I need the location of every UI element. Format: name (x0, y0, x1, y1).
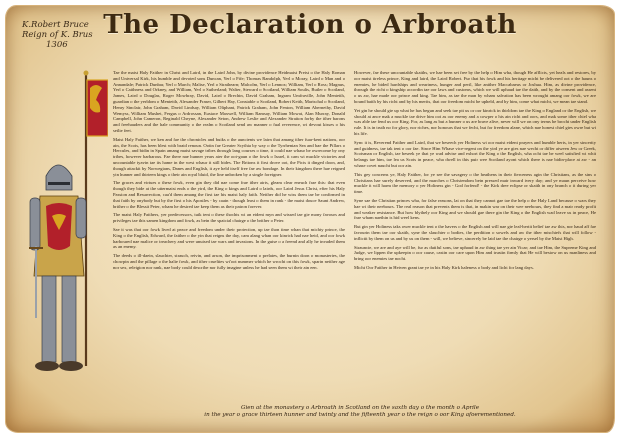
paragraph: Yet gin he should gie up what he has begun and seek tae pit us or oor kinrick in thirldom tae the King o England or the English, we should at ance mak a muckle tae drive him oot as oor enemy and a cowper o his ain richt and oors, and mak some ither chiel wha was able tae fend us oor King. For, as lang as but a hunner o us are brave alive, never will we on ony terms be brocht under English rule. It is in truth no for glory, nor riches, nor honours that we fecht, but for freedom alane, which nae honest chiel gies owre but wi his life. (354, 107, 596, 136)
document-footer (120, 405, 600, 419)
document-title: The Declaration o Arbroath (103, 10, 517, 40)
paragraph: Syne sae the Christian princes wha, for false reasons, lat on that they cannot gae tae the help o the Haly Land because o wars they hae wi their neebours. The real reason that prevents them is that, in makin war on their wee neebours, they find a mair ready profit and weaker resistance. But how blythely oor King and we should gae there gin the King o the English wad leave us in peace, He frae wham naethin is hid weel kens. (354, 197, 596, 221)
right-text-column (354, 70, 596, 274)
paragraph: However, fae these uncountable skaiths, we hae been set free by the help o Him wha, though He afflicts, yet heals and restores, by oor maist tireless prince, King and laird, the Laird Robert. Fur that his fowk and his heritage micht be delivered oot o the hauns o enemies, he bided hardships and weariness, hunger and peril, like anither Maccabaeus or Joshua. Him, as divine providence, through the richt o kingship accordin tae oor laws and customs, which we will uphaud tae the daith, and by the consent and assent o us aw, hae made oor prince and king. Tae him, as tae the man by wham salvation has been wrought amang oor fowk, we are bound baith by his richt and by his merits, that oor freedom micht be upheld, and by him, come what micht, we mean tae stand. (354, 70, 596, 104)
paragraph: Maist Haly Faither, we ken and fae the chronicles and buiks o the auncients we lairn that amang ither fuar-kent nations, oor ain, the Scots, has been blest with braid renoun. Ootin fae Greater Scythia by way o the Tyrrhenian Sea and bae the Pillars o Hercules, and bidin in Spain amang maist savage tribes through lang courses o time, it could nae whaur be owrecome by ony tribes, however barbarous. Fae there nae hunner years ater the oot-gaun o the fowk o Israel, it cam wi muckle victories and uncountable tyavin tae its hame in the west whaur it still bides. The Britons it first drove oot, the Picts it dinged doon, and, though attackit by Norwegians, Danes and English, it aye held itself free fae aw bondage. In their kingdom there hae reigned yin hunner and thirteen kings o their ain royal bluid, the line unbroken by a single foreigner. (113, 136, 345, 177)
paragraph: The deeds o ill-daein, slauchter, strauch, reivin, and arson, the imprisonment o prelates, the burnin doon o monasteries, the chowpin and the pillage o the halie fowk, and ither cruelties wi'oot nummer which he wrocht on this fowk, sparin neither age nor sex, releigion nor rank, nae body could describe nor fully imagine unless he had seen them wi their ain een. (113, 253, 345, 270)
paragraph: This gey concerns ye, Haly Faither, for ye see the savagery o the heathens in their fierceness agin the Christians, as the sins o Christians hae surely deserved, and the marches o Christendom bein pressed mair inward ivery day; and ye maun perceive how muckle it will harm the memory o yer Holiness gin - God forfend! - the Kirk dree eclipse or skaith in ony branch o it during yer time. (354, 171, 596, 195)
handwritten-line: K.Robert Bruce (22, 20, 89, 30)
paragraph: Sync it is, Reverend Faither and Laird, that we beseech yer Holiness wi oor maist eident prayers and humble herts, in yer sincerity and guidness, tae tak tent o oor fae. Since Him Whase vice-regent on the yird ye are gies nae wecht or differ atween Jew or Greek, Scotsman or English, tae beseek ye that ye wad advise and exhort the King o the English, wha ocht tae be weel satisfied wi whit belangs tae him, tae lea us Scots in peace, wha dwell in this puir wee Scotland ayont which there is nae bidin-place at aw - an whase covet naucht but oor ain. (354, 139, 596, 168)
paragraph: The graces and virtues o these fowk, even gin they did nae come frae ither airts, gleam clear eneuch frae this: that even though they bide at the uttermaist ends o the yird, the King o kings and Laird o lairds, oor Laird Jesus Christ, efter his Haly Passion and Resurrection, caa'd them amang the first tae his maist haly faith. Neither did he wiss them tae be confirmed in that faith by onybody but by the first o his Apostles - by caain - though least o them in rank - the maist douce Saunt Andrew, brither o the Blessit Peter, wham he desired tae keep them as their patron forever. (113, 180, 345, 209)
paragraph: Micht Oor Faither in Heiven grant tae ye in his Haly Kirk haleness o body and licht for lang days. (354, 264, 534, 270)
footer-line: Gien at the monastery o Arbroath in Scotland on the saxth day o the month o Aprile (240, 405, 480, 411)
paragraph: Sae it was that oor fowk lived at peace and freedom under their protection, up tae thon time whan that michty prince, the King o the English, Edward, the faither o the yin that reigns the day, cam alang whan oor kinrick had nae heid, and oor fowk harboured nae malice or treachery and were unuised tae wars and invasions. In the guise o a freend and ally he invaded them as an enemy. (113, 226, 345, 250)
paragraph: The maist Haly Faithers, yer predecessors, tuik tent o these thochts wi an eident myn and wissed tae gie mony favours and privileges tae this samen kingdom and fowk, as bein the spaicial chairge o the brither o Peter. (113, 212, 345, 224)
left-text-column (113, 70, 345, 274)
paragraph: Strauncie, we are and aye will be, fur as dutiful sons, tae uphaud in aw thing tae yer ain Vicar; and tae Him, the Supreme King and Judge, we lippen the upkeepin o oor cause, castin oor care upon Him and trustin firmly that He will bestow on us manliness and bring oor enemies tae nocht. (354, 244, 596, 262)
footer-line: in the year o grace thirteen hunner and twinty and the fifteenth year o the reign o oor King afoerementioned. (204, 412, 516, 418)
knight-with-banner-illustration (16, 66, 108, 396)
paragraph: But gin yer Holiness taks ower muckle tent o the havers o the English and will nae gie leal-hertit belief tae aw this, nor haud aff fae favourin them tae oor skaith, syne the slauchter o bodies, the perdition o sowels and aw the ither mischiefs that will follow - inflictit by them on us and by us on them - will, we believe, sincerely be laid tae the chairge o yersel by the Maist High. (354, 224, 596, 241)
handwritten-line: Reign of K. Brus (22, 30, 93, 40)
paragraph: Tae the maist Haly Faither in Christ and Laird, in the Laird John, by divine providence Heidmaist Preist o the Haly Roman and Universal Kirk, his humble and devoted sons Duncan, Yerl o Fife; Thomas Randolph, Yerl o Moray, Laird o Man and o Annandale; Patrick Dunbar, Yerl o March; Malise, Yerl o Strathearn; Malcolm, Yerl o Lennox; William, Yerl o Ross; Magnus, Yerl o Caithness and Orkney, and William, Yerl o Sutherland; Walter, Steward o Scotland, William Soulis, Butler o Scotland, James, Laird o Douglas, Roger Mowbray, David, Laird o Brechin, David Graham, Ingram Umfraville, John Menteith, guardian o the yerldom o Menteith, Alexander Fraser, Gilbert Hay, Constable o Scotland, Robert Keith, Marischal o Scotland, Henry Sinclair, John Graham, David Lindsay, William Oliphant, Patrick Graham, John Fenton, William Abernethy, David Wemyss, William Mushet, Fergus o Ardrossan, Eustace Maxwell, William Ramsay, William Mowat, Alan Murray, Donald Campbell, John Cameron, Reginald Cheyne, Alexander Seton, Andrew Leslie and Alexander Straiton forby the ither barons and freehauders and the hale community o the realm o Scotland send aw manner o fual reverence, wi devout kisses o his seilie feet. (113, 70, 345, 133)
handwritten-line: 1306 (46, 40, 68, 50)
handwritten-note (22, 20, 100, 50)
